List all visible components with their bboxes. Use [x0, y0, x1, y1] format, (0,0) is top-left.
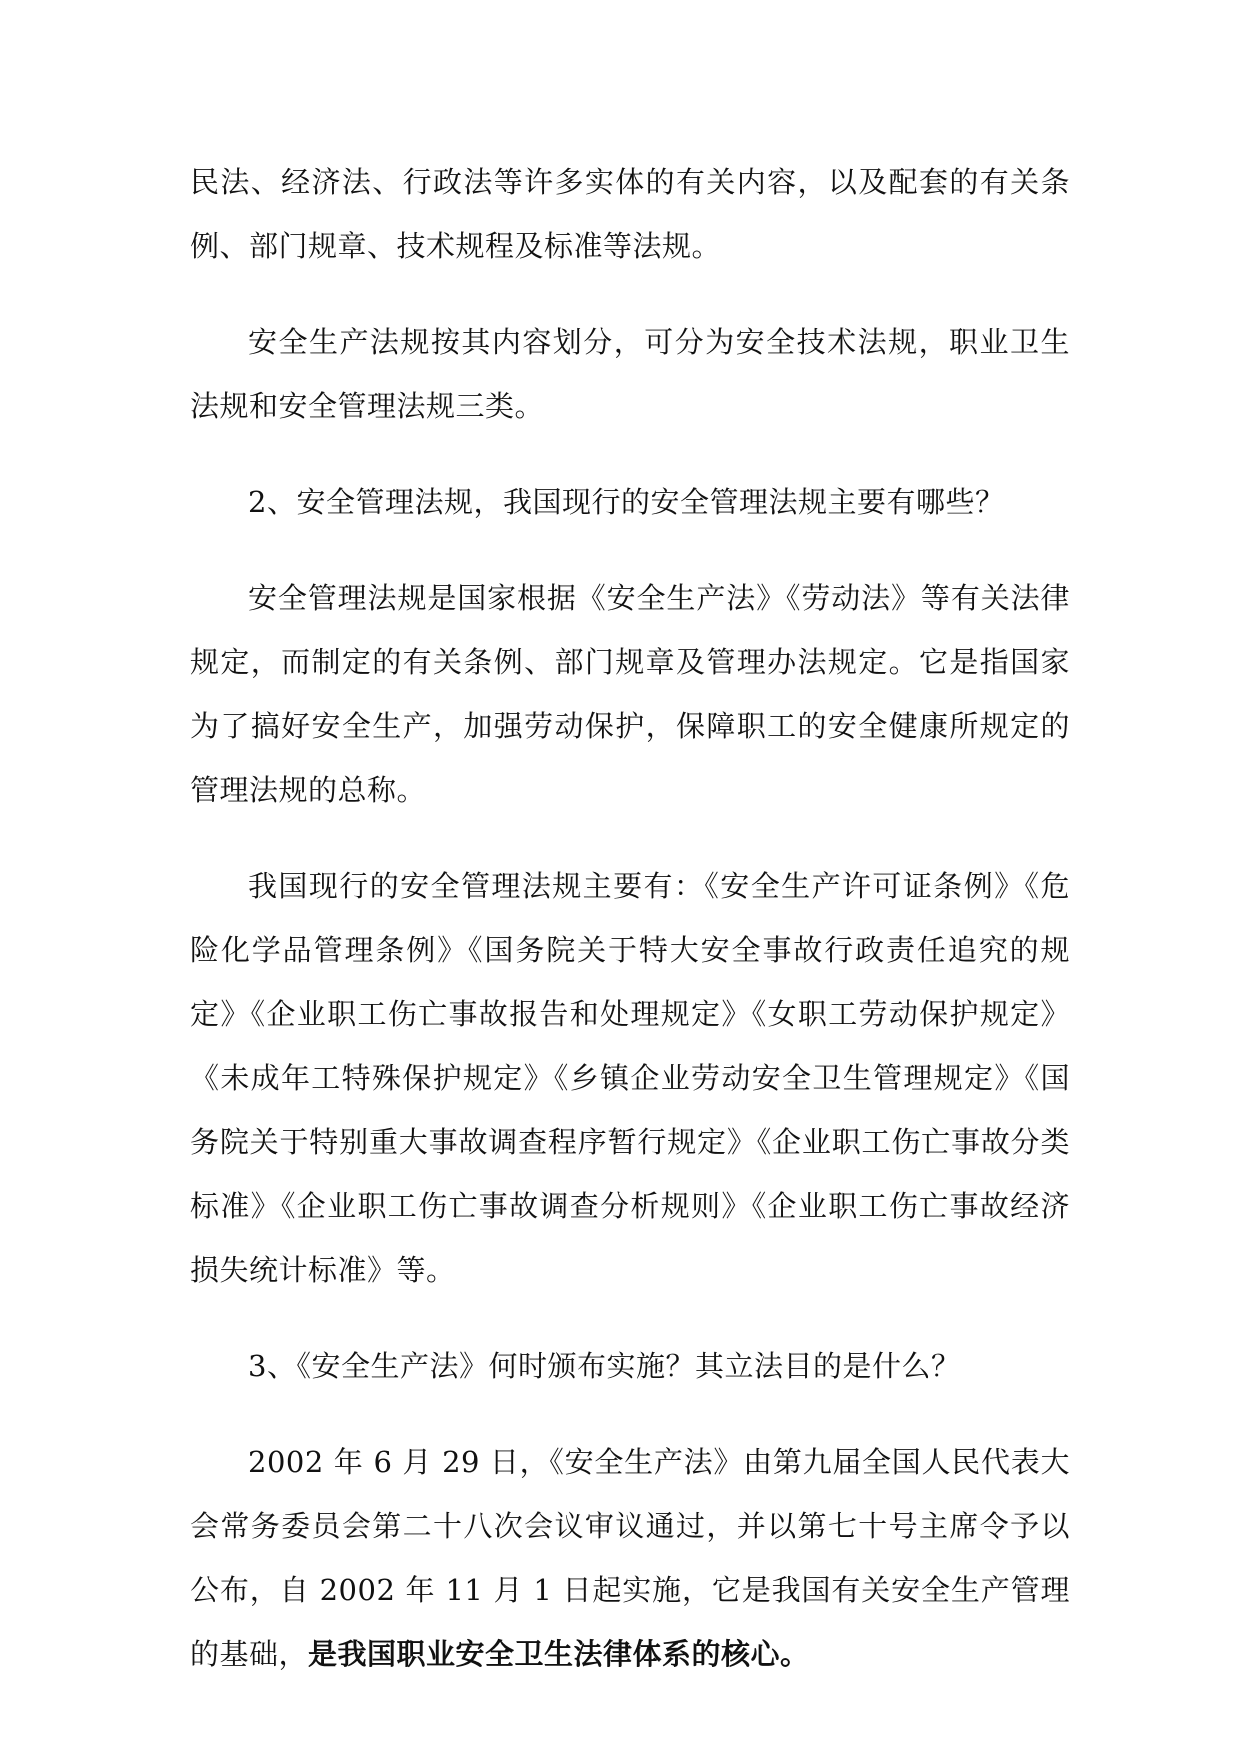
answer-3-bold-text: 是我国职业安全卫生法律体系的核心。 — [308, 1637, 810, 1671]
answer-2-list: 我国现行的安全管理法规主要有：《安全生产许可证条例》《危险化学品管理条例》《国务院关于特大安全事故行政责任追究的规定》《企业职工伤亡事故报告和处理规定》《女职工劳动保护规定》《未成年工特殊保护规定》《乡镇企业劳动安全卫生管理规定》《国务院关于特别重大事故调查程序暂行规定》《企业职工伤亡事故分类标准》《企业职工伤亡事故调查分析规则》《企业职工伤亡事故经济损失统计标准》等。 — [190, 869, 1070, 1287]
question-2: 2、安全管理法规，我国现行的安全管理法规主要有哪些？ — [248, 485, 1005, 519]
answer-3-text: 2002 年 6 月 29 日，《安全生产法》由第九届全国人民代表大会常务委员会第二十八次会议审议通过，并以第七十号主席令予以公布，自 2002 年 11 月 1 日起实施，它是我国有关安全生产管理的基础， — [190, 1445, 1070, 1671]
answer-2-definition: 安全管理法规是国家根据《安全生产法》《劳动法》等有关法律规定，而制定的有关条例、部门规章及管理办法规定。它是指国家为了搞好安全生产，加强劳动保护，保障职工的安全健康所规定的管理法规的总称。 — [190, 581, 1070, 807]
document-body — [190, 150, 1070, 1718]
paragraph-classification: 安全生产法规按其内容划分，可分为安全技术法规，职业卫生法规和安全管理法规三类。 — [190, 325, 1070, 423]
answer-3 — [190, 1430, 1070, 1686]
question-3: 3、《安全生产法》何时颁布实施？其立法目的是什么？ — [248, 1349, 961, 1383]
paragraph-continuation: 民法、经济法、行政法等许多实体的有关内容，以及配套的有关条例、部门规章、技术规程及标准等法规。 — [190, 165, 1070, 263]
